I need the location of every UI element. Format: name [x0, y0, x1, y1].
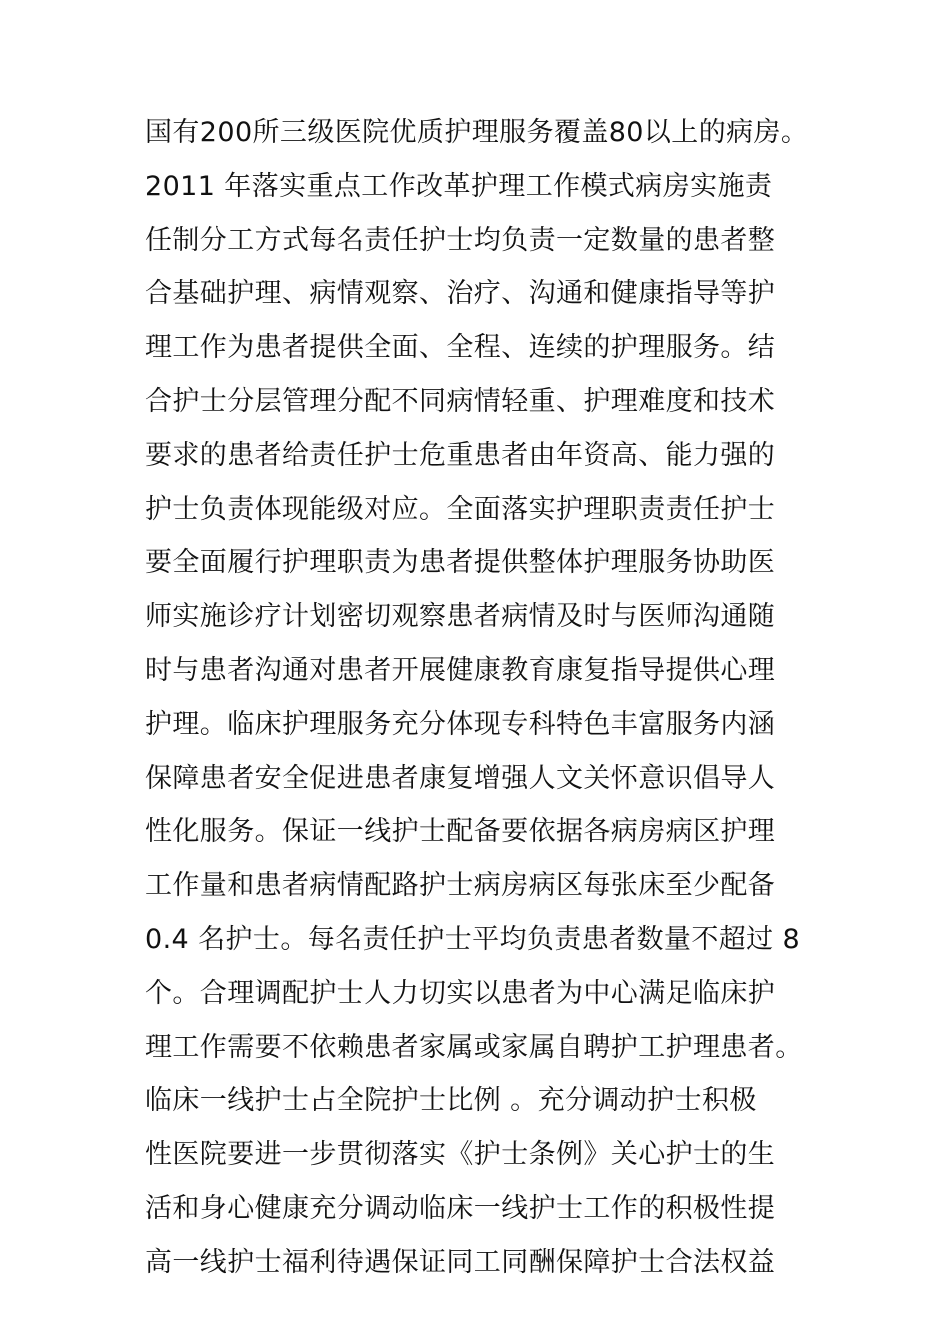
text-line: 国有200所三级医院优质护理服务覆盖80以上的病房。 [145, 117, 809, 148]
text-line: 工作量和患者病情配路护士病房病区每张床至少配备 [145, 870, 776, 902]
text-line: 高一线护士福利待遇保证同工同酬保障护士合法权益 [145, 1246, 776, 1278]
body-text [145, 112, 825, 1296]
text-line: 时与患者沟通对患者开展健康教育康复指导提供心理 [145, 654, 776, 686]
text-line: 活和身心健康充分调动临床一线护士工作的积极性提 [145, 1192, 776, 1224]
text-line: 个。合理调配护士人力切实以患者为中心满足临床护 [145, 977, 776, 1009]
text-line: 任制分工方式每名责任护士均负责一定数量的患者整 [145, 224, 776, 256]
text-line: 临床一线护士占全院护士比例 。充分调动护士积极 [145, 1085, 757, 1117]
text-line: 2011 年落实重点工作改革护理工作模式病房实施责 [145, 170, 773, 202]
text-line: 保障患者安全促进患者康复增强人文关怀意识倡导人 [145, 762, 776, 794]
text-line: 合护士分层管理分配不同病情轻重、护理难度和技术 [145, 385, 776, 417]
text-line: 理工作为患者提供全面、全程、连续的护理服务。结 [145, 332, 776, 364]
text-line: 性医院要进一步贯彻落实《护士条例》关心护士的生 [145, 1139, 776, 1171]
text-line: 理工作需要不依赖患者家属或家属自聘护工护理患者。 [145, 1031, 803, 1063]
text-line: 合基础护理、病情观察、治疗、沟通和健康指导等护 [145, 278, 776, 310]
text-line: 0.4 名护士。每名责任护士平均负责患者数量不超过 8 [145, 923, 801, 955]
text-line: 要求的患者给责任护士危重患者由年资高、能力强的 [145, 439, 776, 471]
text-line: 师实施诊疗计划密切观察患者病情及时与医师沟通随 [145, 601, 776, 633]
text-line: 要全面履行护理职责为患者提供整体护理服务协助医 [145, 547, 776, 579]
text-line: 性化服务。保证一线护士配备要依据各病房病区护理 [145, 816, 776, 848]
text-line: 护士负责体现能级对应。全面落实护理职责责任护士 [145, 493, 776, 525]
text-line: 护理。临床护理服务充分体现专科特色丰富服务内涵 [145, 708, 776, 740]
